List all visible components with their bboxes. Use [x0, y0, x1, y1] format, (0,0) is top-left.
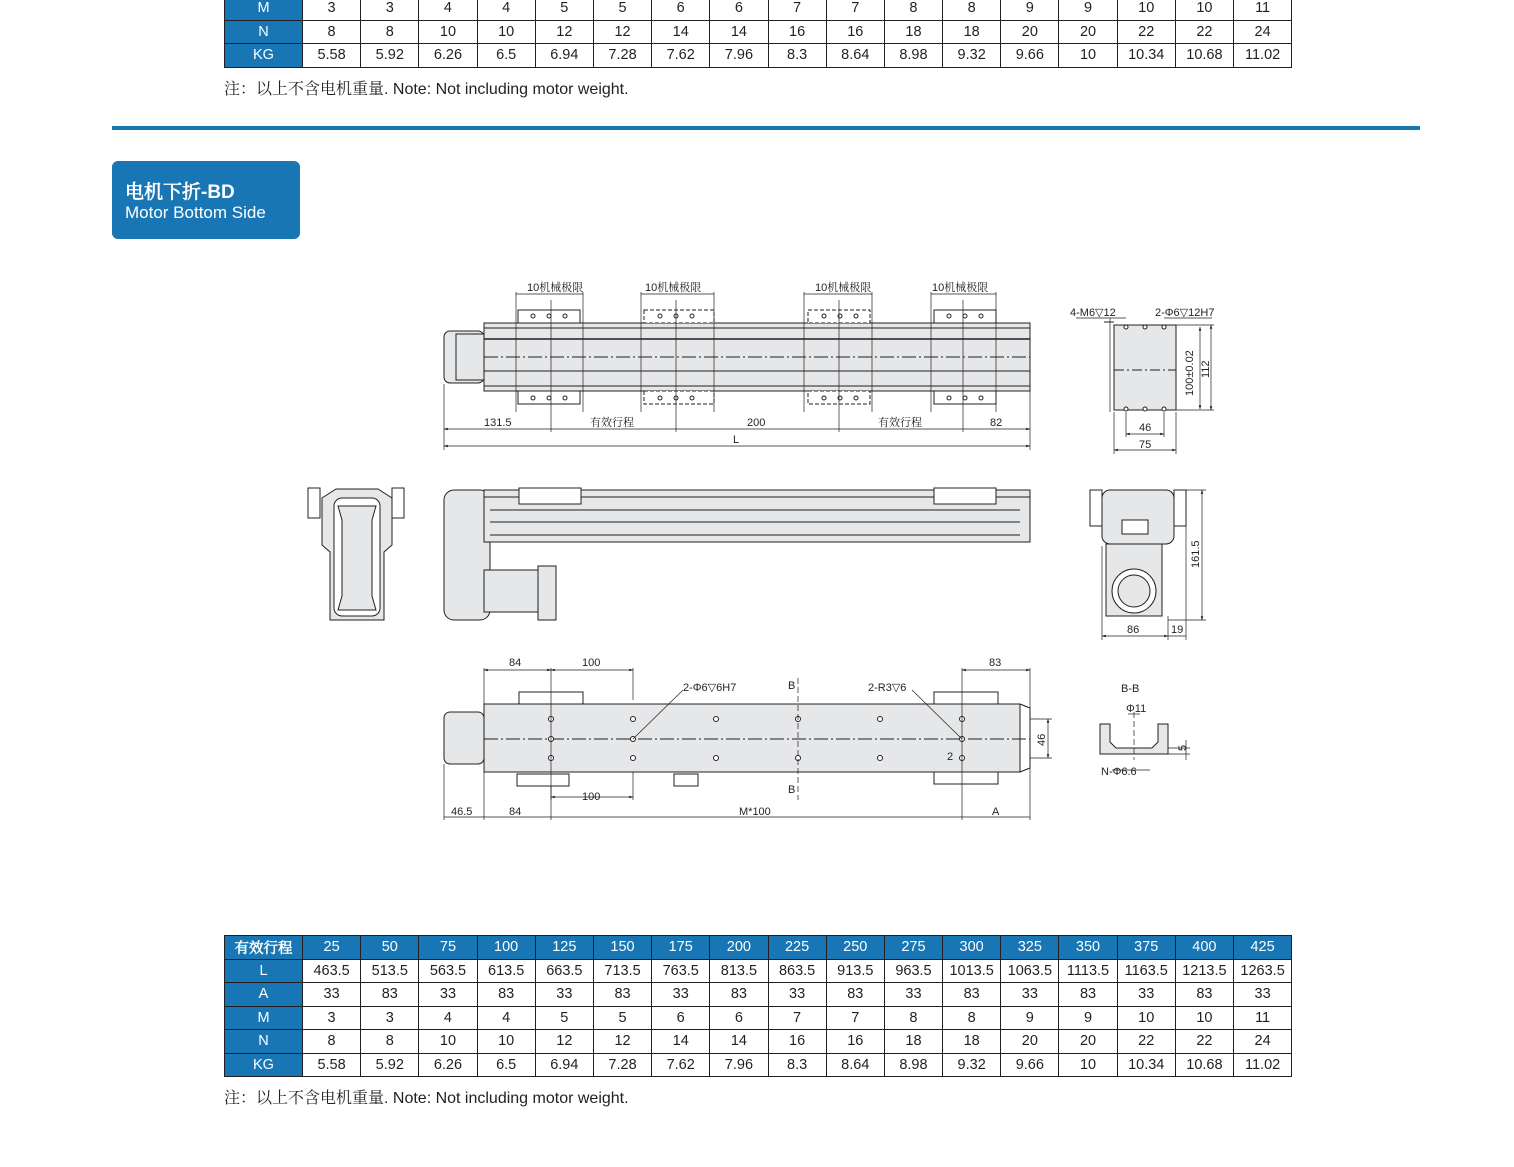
table-cell: 200	[710, 936, 768, 960]
table-cell: 763.5	[652, 959, 710, 983]
table-cell: 50	[361, 936, 419, 960]
table-cell: 83	[593, 983, 651, 1007]
table-cell: 16	[826, 1030, 884, 1054]
table-cell: 33	[652, 983, 710, 1007]
table-row	[225, 1053, 1292, 1077]
table-cell: 20	[1059, 20, 1117, 44]
row-label: M	[225, 0, 303, 20]
row-label: L	[225, 959, 303, 983]
table-cell: 9.32	[943, 44, 1001, 68]
table-cell: 1113.5	[1059, 959, 1117, 983]
table-cell: 5.92	[361, 44, 419, 68]
section-bb-title: B-B	[1121, 683, 1140, 695]
bottom-view	[444, 668, 1052, 820]
table-cell: 11.02	[1234, 1053, 1292, 1077]
table-cell: 5.58	[303, 1053, 361, 1077]
table-cell: 24	[1234, 20, 1292, 44]
table-cell: 250	[826, 936, 884, 960]
table-cell: 14	[652, 1030, 710, 1054]
table-cell: 6	[652, 1006, 710, 1030]
table-cell: 20	[1059, 1030, 1117, 1054]
bottom-weight-note: 注：以上不含电机重量. Note: Not including motor weight.	[224, 1090, 629, 1107]
table-cell: 10	[419, 1030, 477, 1054]
dim-161-5: 161.5	[1190, 540, 1202, 568]
table-cell: 513.5	[361, 959, 419, 983]
table-cell: 5	[535, 1006, 593, 1030]
top-view	[444, 292, 1030, 450]
table-cell: 6.26	[419, 44, 477, 68]
table-cell: 83	[1059, 983, 1117, 1007]
table-cell: 6.94	[535, 1053, 593, 1077]
row-label: M	[225, 1006, 303, 1030]
table-row	[225, 1030, 1292, 1054]
hole-phi6-label: 2-Φ6▽12H7	[1155, 307, 1215, 319]
table-cell: 12	[593, 20, 651, 44]
table-cell: 14	[652, 20, 710, 44]
dim-phi11: Φ11	[1126, 703, 1147, 715]
dim-100-top: 100	[582, 657, 601, 669]
table-cell: 8.98	[884, 44, 942, 68]
table-cell: 175	[652, 936, 710, 960]
table-cell: 6	[710, 0, 768, 20]
table-cell: 713.5	[593, 959, 651, 983]
table-cell: 25	[303, 936, 361, 960]
table-cell: 400	[1175, 936, 1233, 960]
section-bb	[1100, 712, 1190, 770]
hole-n-phi6-6: N-Φ6.6	[1101, 766, 1137, 778]
dim-200: 200	[747, 417, 766, 429]
dim-83: 83	[989, 657, 1002, 669]
motor-end-view	[308, 488, 404, 620]
table-cell: 75	[419, 936, 477, 960]
table-cell: 10	[419, 20, 477, 44]
table-cell: 6	[652, 0, 710, 20]
motor-side-view	[1090, 490, 1206, 640]
row-label: KG	[225, 44, 303, 68]
table-cell: 863.5	[768, 959, 826, 983]
table-cell: 83	[826, 983, 884, 1007]
table-cell: 10.34	[1117, 44, 1175, 68]
table-cell: 22	[1117, 20, 1175, 44]
table-cell: 613.5	[477, 959, 535, 983]
table-cell: 12	[593, 1030, 651, 1054]
table-cell: 16	[826, 20, 884, 44]
dim-46-5: 46.5	[451, 806, 473, 818]
row-label: KG	[225, 1053, 303, 1077]
table-cell: 18	[884, 1030, 942, 1054]
table-cell: 1063.5	[1001, 959, 1059, 983]
table-cell: 8	[943, 1006, 1001, 1030]
table-cell: 6.5	[477, 1053, 535, 1077]
table-cell: 5	[535, 0, 593, 20]
table-cell: 6.26	[419, 1053, 477, 1077]
table-cell: 7.96	[710, 1053, 768, 1077]
table-cell: 7	[826, 0, 884, 20]
dim-19: 19	[1171, 624, 1184, 636]
table-cell: 33	[303, 983, 361, 1007]
table-cell: 7.96	[710, 44, 768, 68]
table-cell: 10	[1059, 1053, 1117, 1077]
table-cell: 16	[768, 1030, 826, 1054]
table-cell: 16	[768, 20, 826, 44]
row-label: N	[225, 20, 303, 44]
limit-label-4: 10机械极限	[932, 282, 989, 294]
mark-2: 2	[947, 751, 954, 763]
table-cell: 4	[419, 1006, 477, 1030]
table-cell: 7.62	[652, 44, 710, 68]
dim-84-top: 84	[509, 657, 522, 669]
row-label: N	[225, 1030, 303, 1054]
section-title-cn: 电机下折-BD	[125, 182, 235, 203]
table-cell: 83	[943, 983, 1001, 1007]
dim-5: 5	[1177, 744, 1189, 751]
table-cell: 14	[710, 20, 768, 44]
table-cell: 22	[1117, 1030, 1175, 1054]
table-cell: 20	[1001, 20, 1059, 44]
section-bb-labels	[1101, 683, 1189, 778]
section-mark-b-bottom: B	[788, 784, 796, 796]
table-cell: 1163.5	[1117, 959, 1175, 983]
table-cell: 33	[1001, 983, 1059, 1007]
dim-131-5: 131.5	[484, 417, 512, 429]
table-cell: 24	[1234, 1030, 1292, 1054]
table-cell: 6	[710, 1006, 768, 1030]
table-cell: 913.5	[826, 959, 884, 983]
bottom-spec-table	[224, 935, 1292, 1077]
table-cell: 425	[1234, 936, 1292, 960]
table-cell: 3	[303, 0, 361, 20]
table-cell: 325	[1001, 936, 1059, 960]
table-cell: 8	[361, 1030, 419, 1054]
table-cell: 4	[477, 1006, 535, 1030]
table-cell: 5	[593, 1006, 651, 1030]
dim-82: 82	[990, 417, 1003, 429]
row-label: 有效行程	[225, 936, 303, 960]
table-row	[225, 959, 1292, 983]
table-cell: 33	[884, 983, 942, 1007]
table-cell: 22	[1175, 1030, 1233, 1054]
table-cell: 12	[535, 20, 593, 44]
table-cell: 11	[1234, 1006, 1292, 1030]
section-title-en: Motor Bottom Side	[125, 203, 266, 222]
table-cell: 8.64	[826, 1053, 884, 1077]
table-cell: 83	[710, 983, 768, 1007]
table-cell: 125	[535, 936, 593, 960]
limit-label-1: 10机械极限	[527, 282, 584, 294]
table-cell: 33	[535, 983, 593, 1007]
side-view	[444, 488, 1030, 620]
table-cell: 5.58	[303, 44, 361, 68]
table-cell: 8	[303, 20, 361, 44]
table-cell: 8.3	[768, 1053, 826, 1077]
dim-M100: M*100	[739, 806, 771, 818]
table-cell: 300	[943, 936, 1001, 960]
table-cell: 275	[884, 936, 942, 960]
table-cell: 5	[593, 0, 651, 20]
table-row	[225, 1006, 1292, 1030]
table-cell: 4	[419, 0, 477, 20]
dim-46-end: 46	[1139, 422, 1152, 434]
table-cell: 11.02	[1234, 44, 1292, 68]
dim-A: A	[992, 806, 1000, 818]
dim-75: 75	[1139, 439, 1152, 451]
table-cell: 9.32	[943, 1053, 1001, 1077]
table-cell: 33	[768, 983, 826, 1007]
table-cell: 10	[1059, 44, 1117, 68]
table-cell: 83	[477, 983, 535, 1007]
table-cell: 463.5	[303, 959, 361, 983]
table-cell: 1263.5	[1234, 959, 1292, 983]
top-weight-note: 注：以上不含电机重量. Note: Not including motor weight.	[224, 81, 629, 98]
dim-100-tol: 100±0.02	[1184, 350, 1196, 396]
table-cell: 8	[884, 1006, 942, 1030]
table-row	[225, 983, 1292, 1007]
table-cell: 1013.5	[943, 959, 1001, 983]
table-cell: 3	[361, 1006, 419, 1030]
table-cell: 83	[361, 983, 419, 1007]
table-cell: 7	[768, 1006, 826, 1030]
table-cell: 6.94	[535, 44, 593, 68]
table-cell: 10.68	[1175, 1053, 1233, 1077]
table-cell: 3	[361, 0, 419, 20]
dim-84-bottom: 84	[509, 806, 522, 818]
table-cell: 10	[477, 1030, 535, 1054]
table-cell: 7.28	[593, 1053, 651, 1077]
table-cell: 10.34	[1117, 1053, 1175, 1077]
table-cell: 10	[1117, 0, 1175, 20]
table-cell: 3	[303, 1006, 361, 1030]
dim-L: L	[733, 434, 740, 446]
table-cell: 33	[419, 983, 477, 1007]
hole-m6-label: 4-M6▽12	[1070, 307, 1116, 319]
table-cell: 6.5	[477, 44, 535, 68]
dim-stroke-2: 有效行程	[878, 417, 922, 429]
table-cell: 18	[943, 20, 1001, 44]
table-cell: 9	[1001, 1006, 1059, 1030]
table-cell: 20	[1001, 1030, 1059, 1054]
table-cell: 9	[1059, 1006, 1117, 1030]
table-cell: 11	[1234, 0, 1292, 20]
table-cell: 8.3	[768, 44, 826, 68]
table-cell: 4	[477, 0, 535, 20]
table-cell: 350	[1059, 936, 1117, 960]
table-cell: 150	[593, 936, 651, 960]
section-mark-b-top: B	[788, 680, 796, 692]
table-cell: 663.5	[535, 959, 593, 983]
dim-stroke-1: 有效行程	[590, 417, 634, 429]
table-cell: 225	[768, 936, 826, 960]
table-cell: 7	[768, 0, 826, 20]
table-cell: 8	[303, 1030, 361, 1054]
table-cell: 563.5	[419, 959, 477, 983]
table-cell: 10	[1175, 1006, 1233, 1030]
table-header-row	[225, 936, 1292, 960]
limit-label-2: 10机械极限	[645, 282, 702, 294]
dim-112: 112	[1200, 360, 1212, 378]
table-cell: 33	[1234, 983, 1292, 1007]
hole-phi6-h7-label: 2-Φ6▽6H7	[683, 682, 737, 694]
dim-86: 86	[1127, 624, 1140, 636]
hole-r3-label: 2-R3▽6	[868, 682, 907, 694]
table-cell: 9	[1059, 0, 1117, 20]
table-cell: 1213.5	[1175, 959, 1233, 983]
table-cell: 9.66	[1001, 44, 1059, 68]
table-cell: 9.66	[1001, 1053, 1059, 1077]
table-cell: 100	[477, 936, 535, 960]
table-cell: 8.98	[884, 1053, 942, 1077]
table-cell: 10.68	[1175, 44, 1233, 68]
table-cell: 18	[884, 20, 942, 44]
dim-100-bottom: 100	[582, 791, 601, 803]
table-cell: 8	[943, 0, 1001, 20]
table-cell: 33	[1117, 983, 1175, 1007]
table-cell: 18	[943, 1030, 1001, 1054]
limit-label-3: 10机械极限	[815, 282, 872, 294]
table-cell: 8.64	[826, 44, 884, 68]
table-cell: 7.62	[652, 1053, 710, 1077]
table-cell: 8	[361, 20, 419, 44]
table-cell: 12	[535, 1030, 593, 1054]
table-cell: 22	[1175, 20, 1233, 44]
table-cell: 10	[1175, 0, 1233, 20]
table-cell: 9	[1001, 0, 1059, 20]
row-label: A	[225, 983, 303, 1007]
table-cell: 10	[477, 20, 535, 44]
table-cell: 5.92	[361, 1053, 419, 1077]
table-cell: 375	[1117, 936, 1175, 960]
table-cell: 7	[826, 1006, 884, 1030]
table-cell: 8	[884, 0, 942, 20]
table-cell: 10	[1117, 1006, 1175, 1030]
dim-46-bottom: 46	[1036, 733, 1048, 746]
table-cell: 83	[1175, 983, 1233, 1007]
table-cell: 7.28	[593, 44, 651, 68]
table-cell: 813.5	[710, 959, 768, 983]
table-cell: 14	[710, 1030, 768, 1054]
table-cell: 963.5	[884, 959, 942, 983]
